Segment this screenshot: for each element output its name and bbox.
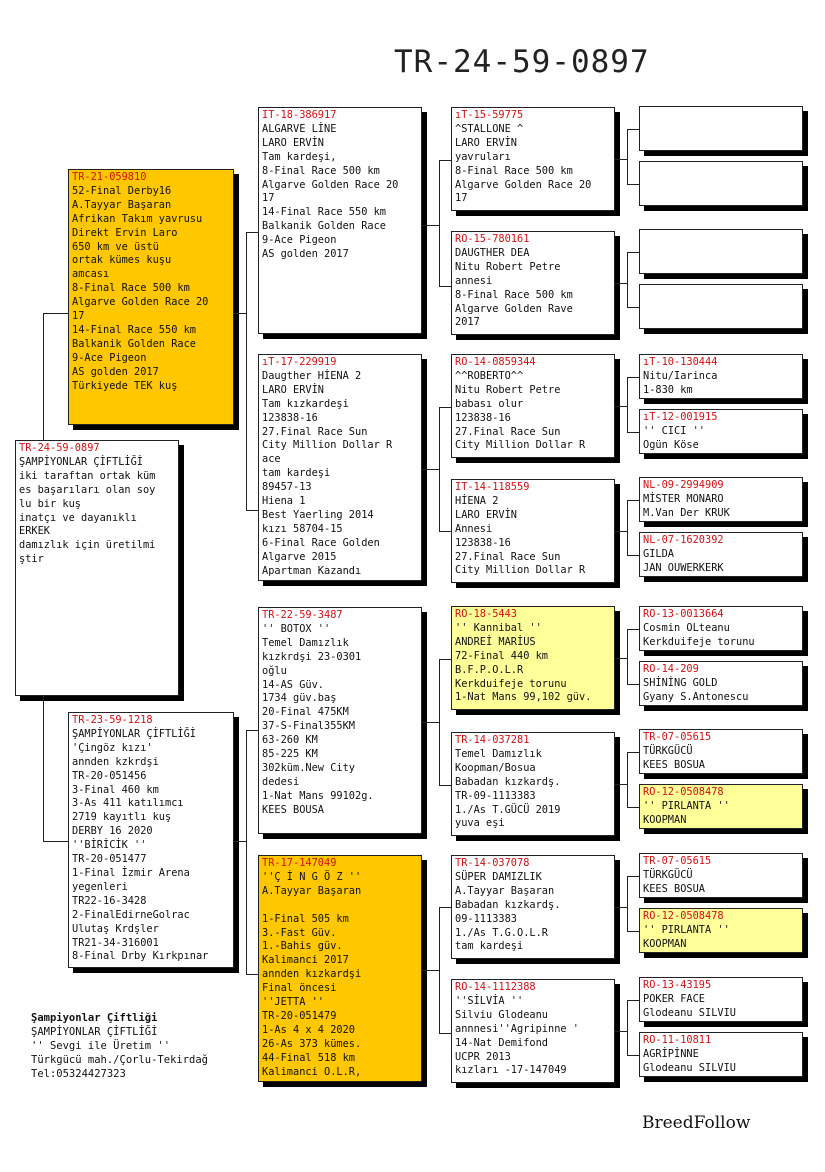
pedigree-connector (627, 184, 639, 185)
ring-number: TR-14-037078 (455, 857, 530, 869)
ancestor-card (258, 607, 422, 834)
card-line: A.Tayyar Başaran (262, 884, 362, 897)
card-line: ştir (19, 553, 44, 566)
card-line: 9-Ace Pigeon (262, 234, 337, 247)
card-line: ''SİLVİA '' (455, 994, 524, 1007)
pedigree-connector (422, 469, 439, 470)
card-line: 2719 kayıtlı kuş (72, 811, 172, 824)
card-line: annden kızkardşi (262, 968, 362, 981)
ancestor-card (451, 107, 615, 211)
pedigree-connector (246, 232, 258, 233)
card-line: 123838-16 (455, 411, 511, 424)
card-line: annesi (455, 274, 493, 287)
card-line: 09-1113383 (455, 912, 517, 925)
pedigree-connector (627, 684, 639, 685)
brand-logo: BreedFollow (642, 1113, 751, 1133)
ring-number: RO-15-780161 (455, 233, 530, 245)
pedigree-connector (43, 313, 68, 314)
card-line: Koopman/Bosua (455, 761, 536, 774)
card-line: Algarve Golden Race 20 (72, 296, 209, 309)
card-line: yavruları (455, 150, 511, 163)
card-line: kızkrdşi 23-0301 (262, 650, 362, 663)
ring-number: ıT-15-59775 (455, 109, 524, 121)
card-line: HİENA 2 (455, 494, 499, 507)
pedigree-connector (615, 531, 627, 532)
pedigree-connector (246, 510, 258, 511)
pedigree-connector (627, 129, 639, 130)
card-line: LARO ERVİN (262, 136, 324, 149)
pedigree-connector (439, 160, 451, 161)
pedigree-connector (627, 377, 628, 432)
ancestor-card (639, 477, 803, 522)
pedigree-connector (422, 970, 439, 971)
card-line: annden kzkrdşi (72, 755, 159, 768)
pedigree-connector (627, 1000, 639, 1001)
card-line: 14-Final Race 550 km (262, 206, 386, 219)
pedigree-connector (627, 629, 639, 630)
card-line: Algarve Golden Race 20 (455, 178, 592, 191)
card-line: Kerkduifeje torunu (643, 635, 755, 648)
card-line: iki taraftan ortak küm (19, 469, 156, 482)
pedigree-connector (246, 730, 247, 974)
ancestor-card (639, 1032, 803, 1077)
card-line: tam kardeşi (262, 467, 331, 480)
breeder-address: Türkgücü mah./Çorlu-Tekirdağ (31, 1054, 209, 1066)
card-line: 72-Final 440 km (455, 649, 548, 662)
ring-number: IT-14-118559 (455, 481, 530, 493)
card-line: 6-Final Race Golden (262, 536, 380, 549)
pedigree-connector (439, 160, 440, 286)
card-line: City Million Dollar R (455, 439, 586, 452)
pedigree-connector (627, 500, 628, 555)
card-line: LARO ERVİN (455, 136, 517, 149)
card-line: ANDREİ MARİUS (455, 635, 536, 648)
card-line: 89457-13 (262, 481, 312, 494)
card-line: 14-AS Güv. (262, 678, 324, 691)
ring-number: ıT-10-130444 (643, 356, 718, 368)
card-line: GILDA (643, 547, 674, 560)
card-line: 20-Final 475KM (262, 706, 349, 719)
ring-number: RO-12-0508478 (643, 786, 724, 798)
card-line: '' BOTOX '' (262, 622, 331, 635)
card-line: 8-Final Drby Kırkpınar (72, 950, 209, 963)
ancestor-card (639, 284, 803, 329)
card-line: Temel Damızlık (262, 636, 349, 649)
card-line: 8-Final Race 500 km (72, 282, 190, 295)
pedigree-connector (615, 159, 627, 160)
ancestor-card (451, 354, 615, 458)
card-line: LARO ERVİN (262, 383, 324, 396)
card-line: TR22-16-3428 (72, 894, 147, 907)
pedigree-connector (234, 841, 246, 842)
ancestor-card (639, 784, 803, 829)
card-line: 1-Nat Mans 99,102 güv. (455, 691, 592, 704)
card-line: Silviu Glodeanu (455, 1008, 548, 1021)
card-line: TR-09-1113383 (455, 789, 536, 802)
ring-number: IT-18-386917 (262, 109, 337, 121)
ancestor-card (451, 732, 615, 836)
ancestor-card (639, 161, 803, 206)
card-line: 3-As 411 katılımcı (72, 797, 184, 810)
card-line: Algarve Golden Race 20 (262, 178, 399, 191)
card-line: 1-830 km (643, 383, 693, 396)
card-line: MİSTER MONARO (643, 492, 724, 505)
pedigree-connector (627, 876, 628, 931)
card-line: 1-Final İzmir Arena (72, 866, 190, 879)
ancestor-card (451, 479, 615, 583)
pedigree-connector (627, 752, 639, 753)
ancestor-card (639, 606, 803, 651)
ring-number: TR-14-037281 (455, 734, 530, 746)
card-line: ace (262, 453, 281, 466)
pedigree-connector (627, 129, 628, 184)
card-line: 8-Final Race 500 km (455, 164, 573, 177)
ring-number: TR-23-59-1218 (72, 714, 153, 726)
ancestor-card (258, 107, 422, 334)
card-line: Glodeanu SILVIU (643, 1006, 736, 1019)
subject-bird-card (15, 440, 179, 696)
card-line: Türkiyede TEK kuş (72, 379, 178, 392)
ancestor-card (639, 977, 803, 1022)
card-line: 123838-16 (262, 411, 318, 424)
ring-number: TR-17-147049 (262, 857, 337, 869)
card-line: KEES BOSUA (643, 882, 705, 895)
card-line: Balkanik Golden Race (262, 220, 386, 233)
pedigree-connector (422, 225, 439, 226)
card-line: Cosmin OLteanu (643, 621, 730, 634)
card-line: 650 km ve üstü (72, 240, 159, 253)
pedigree-connector (439, 907, 451, 908)
card-line: 63-260 KM (262, 734, 318, 747)
ring-number: RO-12-0508478 (643, 910, 724, 922)
ring-number: RO-14-1112388 (455, 981, 536, 993)
pedigree-connector (234, 313, 246, 314)
card-line: 27.Final Race Sun (455, 550, 561, 563)
card-line: Babadan kızkardş. (455, 898, 561, 911)
card-line: ERKEK (19, 525, 50, 538)
card-line: KOOPMAN (643, 813, 687, 826)
ancestor-card (639, 853, 803, 898)
card-line: Nitu/Iarinca (643, 369, 718, 382)
card-line: 1.-Bahis güv. (262, 940, 343, 953)
pedigree-connector (43, 313, 44, 440)
card-line: 85-225 KM (262, 748, 318, 761)
card-line: inatçı ve dayanıklı (19, 511, 137, 524)
card-line: 8-Final Race 500 km (262, 164, 380, 177)
card-line: 1-Nat Mans 99102g. (262, 789, 374, 802)
card-line: Best Yaerling 2014 (262, 508, 374, 521)
pedigree-connector (439, 531, 451, 532)
card-line: Glodeanu SILVIU (643, 1061, 736, 1074)
breeder-slogan: '' Sevgi ile Üretim '' (31, 1040, 171, 1052)
card-line: oğlu (262, 664, 287, 677)
card-line: M.Van Der KRUK (643, 506, 730, 519)
card-line: UCPR 2013 (455, 1050, 511, 1063)
card-line: ^^ROBERTO^^ (455, 369, 524, 382)
card-line: Balkanik Golden Race (72, 337, 196, 350)
ring-number: RO-14-209 (643, 663, 699, 675)
pedigree-connector (439, 1033, 451, 1034)
pedigree-connector (422, 722, 439, 723)
card-line: 14-Nat Demifond (455, 1036, 548, 1049)
card-line: Gyany S.Antonescu (643, 690, 749, 703)
card-line: Apartman Kazandı (262, 564, 362, 577)
card-line: KEES BOSUA (643, 758, 705, 771)
breeder-phone: Tel:05324427323 (31, 1068, 126, 1080)
card-line: Ulutaş Krdşler (72, 922, 159, 935)
card-line: 9-Ace Pigeon (72, 351, 147, 364)
ring-number: ıT-12-001915 (643, 411, 718, 423)
ring-number: RO-13-0013664 (643, 608, 724, 620)
card-line: Kalimanci 2017 (262, 954, 349, 967)
card-line: lu bir kuş (19, 497, 81, 510)
card-line: POKER FACE (643, 992, 705, 1005)
pedigree-connector (627, 1055, 639, 1056)
breeder-name: Şampiyonlar Çiftliği (31, 1012, 158, 1024)
card-line: 3.-Fast Güv. (262, 926, 337, 939)
pedigree-connector (627, 307, 639, 308)
card-line: 2-FinalEdirneGolrac (72, 908, 190, 921)
pedigree-connector (246, 974, 258, 975)
card-line: ''Ç İ N G Ö Z '' (262, 870, 362, 883)
card-line: ortak kümes kuşu (72, 254, 172, 267)
card-line: 14-Final Race 550 km (72, 323, 196, 336)
pedigree-connector (615, 784, 627, 785)
ancestor-card (68, 712, 234, 968)
card-line: '' Kannibal '' (455, 621, 542, 634)
card-line: tam kardeşi (455, 940, 524, 953)
pedigree-connector (439, 785, 451, 786)
ancestor-card (258, 855, 422, 1082)
card-line: babası olur (455, 397, 524, 410)
ancestor-card (639, 409, 803, 454)
card-line: DERBY 16 2020 (72, 825, 153, 838)
pedigree-connector (439, 659, 440, 785)
card-line: Tam kardeşi, (262, 150, 337, 163)
ancestor-card (639, 229, 803, 274)
card-line: dedesi (262, 775, 300, 788)
card-line: Algarve 2015 (262, 550, 337, 563)
card-line: Nitu Robert Petre (455, 383, 561, 396)
card-line: Afrikan Takım yavrusu (72, 212, 203, 225)
ancestor-card (451, 606, 615, 710)
pedigree-connector (627, 931, 639, 932)
card-line: Kerkduifeje torunu (455, 677, 567, 690)
card-line: amcası (72, 268, 110, 281)
card-line: 1-Final 505 km (262, 912, 349, 925)
card-line: kızı 58704-15 (262, 522, 343, 535)
card-line: annnesi''Agripinne ' (455, 1022, 579, 1035)
card-line: 44-Final 518 km (262, 1051, 355, 1064)
pedigree-connector (615, 1031, 627, 1032)
card-line: 52-Final Derby16 (72, 184, 172, 197)
card-line: City Million Dollar R (262, 439, 393, 452)
ancestor-card (639, 908, 803, 953)
ring-number: TR-07-05615 (643, 855, 712, 867)
pedigree-connector (627, 629, 628, 684)
pedigree-connector (439, 407, 440, 531)
card-line: Annesi (455, 522, 493, 535)
card-line: 1734 güv.baş (262, 692, 337, 705)
pedigree-connector (627, 807, 639, 808)
card-line: A.Tayyar Başaran (455, 884, 555, 897)
ancestor-card (639, 354, 803, 399)
pedigree-connector (615, 907, 627, 908)
ancestor-card (639, 661, 803, 706)
card-line: ''BİRİCİK '' (72, 839, 147, 852)
card-line: 27.Final Race Sun (455, 425, 561, 438)
pedigree-connector (43, 696, 44, 841)
card-line: es başarıları olan soy (19, 483, 156, 496)
ring-number: NL-07-1620392 (643, 534, 724, 546)
pedigree-connector (43, 841, 68, 842)
card-line: TR21-34-316001 (72, 936, 159, 949)
card-line: Babadan kızkardş. (455, 775, 561, 788)
card-line: SÜPER DAMIZLIK (455, 870, 542, 883)
pedigree-connector (246, 232, 247, 510)
card-line: 37-S-Final355KM (262, 720, 355, 733)
ancestor-card (639, 532, 803, 577)
pedigree-connector (439, 407, 451, 408)
card-line: ŞAMPİYONLAR ÇİFTLİĞİ (72, 727, 196, 740)
card-line: ^STALLONE ^ (455, 122, 524, 135)
card-line: Hiena 1 (262, 495, 306, 508)
card-line: 123838-16 (455, 536, 511, 549)
card-line: '' PIRLANTA '' (643, 799, 730, 812)
card-line: kızları -17-147049 (455, 1064, 567, 1077)
ring-number: TR-07-05615 (643, 731, 712, 743)
card-line: 17 (72, 310, 85, 323)
card-line: Temel Damızlık (455, 747, 542, 760)
card-line: Ogün Köse (643, 438, 699, 451)
breeder-info (31, 1011, 208, 1081)
pedigree-title: TR-24-59-0897 (394, 44, 650, 80)
card-line: ALGARVE LİNE (262, 122, 337, 135)
card-line: ''JETTA '' (262, 996, 324, 1009)
card-line: 2017 (455, 316, 480, 329)
ring-number: RO-13-43195 (643, 979, 712, 991)
card-line: damızlık için üretilmi (19, 539, 156, 552)
ancestor-card (639, 729, 803, 774)
card-line: 1./As T.GÜCÜ 2019 (455, 803, 561, 816)
ring-number: TR-22-59-3487 (262, 609, 343, 621)
ring-number: RO-11-10811 (643, 1034, 712, 1046)
card-line: City Million Dollar R (455, 564, 586, 577)
card-line: JAN OUWERKERK (643, 561, 724, 574)
card-line: Nitu Robert Petre (455, 260, 561, 273)
pedigree-connector (627, 876, 639, 877)
ring-number: TR-24-59-0897 (19, 442, 100, 454)
ring-number: RO-14-0859344 (455, 356, 536, 368)
card-line: Tam kızkardeşi (262, 397, 349, 410)
card-line: 'Çingöz kızı' (72, 741, 153, 754)
card-line: ŞAMPİYONLAR ÇİFTLİĞİ (19, 455, 143, 468)
card-line: KOOPMAN (643, 937, 687, 950)
card-line: Algarve Golden Rave (455, 302, 573, 315)
card-line: TÜRKGÜCÜ (643, 868, 693, 881)
pedigree-connector (627, 432, 639, 433)
ancestor-card (68, 169, 234, 425)
ring-number: NL-09-2994909 (643, 479, 724, 491)
card-line: AGRİPİNNE (643, 1047, 699, 1060)
ring-number: ıT-17-229919 (262, 356, 337, 368)
ancestor-card (258, 354, 422, 581)
card-line: AS golden 2017 (72, 365, 159, 378)
card-line: TR-20-051479 (262, 1009, 337, 1022)
pedigree-connector (627, 555, 639, 556)
card-line: yuva eşi (455, 817, 505, 830)
card-line: 302küm.New City (262, 761, 355, 774)
card-line: 3-Final 460 km (72, 783, 159, 796)
ring-number: RO-18-5443 (455, 608, 517, 620)
card-line: AS golden 2017 (262, 248, 349, 261)
card-line: 1./As T.G.O.L.R (455, 926, 548, 939)
card-line: KEES BOUSA (262, 803, 324, 816)
card-line: DAUGTHER DEA (455, 246, 530, 259)
breeder-farm: ŞAMPİYONLAR ÇİFTLİĞİ (31, 1026, 158, 1038)
pedigree-connector (627, 252, 628, 307)
pedigree-connector (615, 406, 627, 407)
card-line: Direkt Ervin Laro (72, 226, 178, 239)
card-line: Kalimanci O.L.R, (262, 1065, 362, 1078)
card-line: 27.Final Race Sun (262, 425, 368, 438)
pedigree-connector (627, 252, 639, 253)
card-line: '' CICI '' (643, 424, 705, 437)
card-line: 17 (262, 192, 275, 205)
ancestor-card (451, 979, 615, 1083)
card-line: yegenleri (72, 880, 128, 893)
card-line: 17 (455, 192, 468, 205)
card-line: Final öncesi (262, 982, 337, 995)
pedigree-connector (627, 752, 628, 807)
card-line: SHİNİNG GOLD (643, 676, 718, 689)
pedigree-connector (627, 377, 639, 378)
card-line: Daugther HİENA 2 (262, 369, 362, 382)
card-line: A.Tayyar Başaran (72, 198, 172, 211)
ancestor-card (639, 106, 803, 151)
card-line: 1-As 4 x 4 2020 (262, 1023, 355, 1036)
pedigree-connector (615, 283, 627, 284)
pedigree-connector (439, 286, 451, 287)
ring-number: TR-21-059810 (72, 171, 147, 183)
pedigree-connector (439, 659, 451, 660)
card-line: TR-20-051477 (72, 853, 147, 866)
ancestor-card (451, 855, 615, 959)
card-line (262, 899, 418, 913)
card-line: B.F.P.O.L.R (455, 663, 524, 676)
card-line: '' PIRLANTA '' (643, 923, 730, 936)
card-line: LARO ERVİN (455, 508, 517, 521)
card-line: TÜRKGÜCÜ (643, 744, 693, 757)
pedigree-connector (439, 907, 440, 1033)
card-line: 26-As 373 kümes. (262, 1037, 362, 1050)
pedigree-connector (627, 500, 639, 501)
card-line: 8-Final Race 500 km (455, 288, 573, 301)
pedigree-connector (627, 1000, 628, 1055)
card-line: TR-20-051456 (72, 769, 147, 782)
pedigree-connector (615, 658, 627, 659)
pedigree-connector (246, 730, 258, 731)
ancestor-card (451, 231, 615, 335)
